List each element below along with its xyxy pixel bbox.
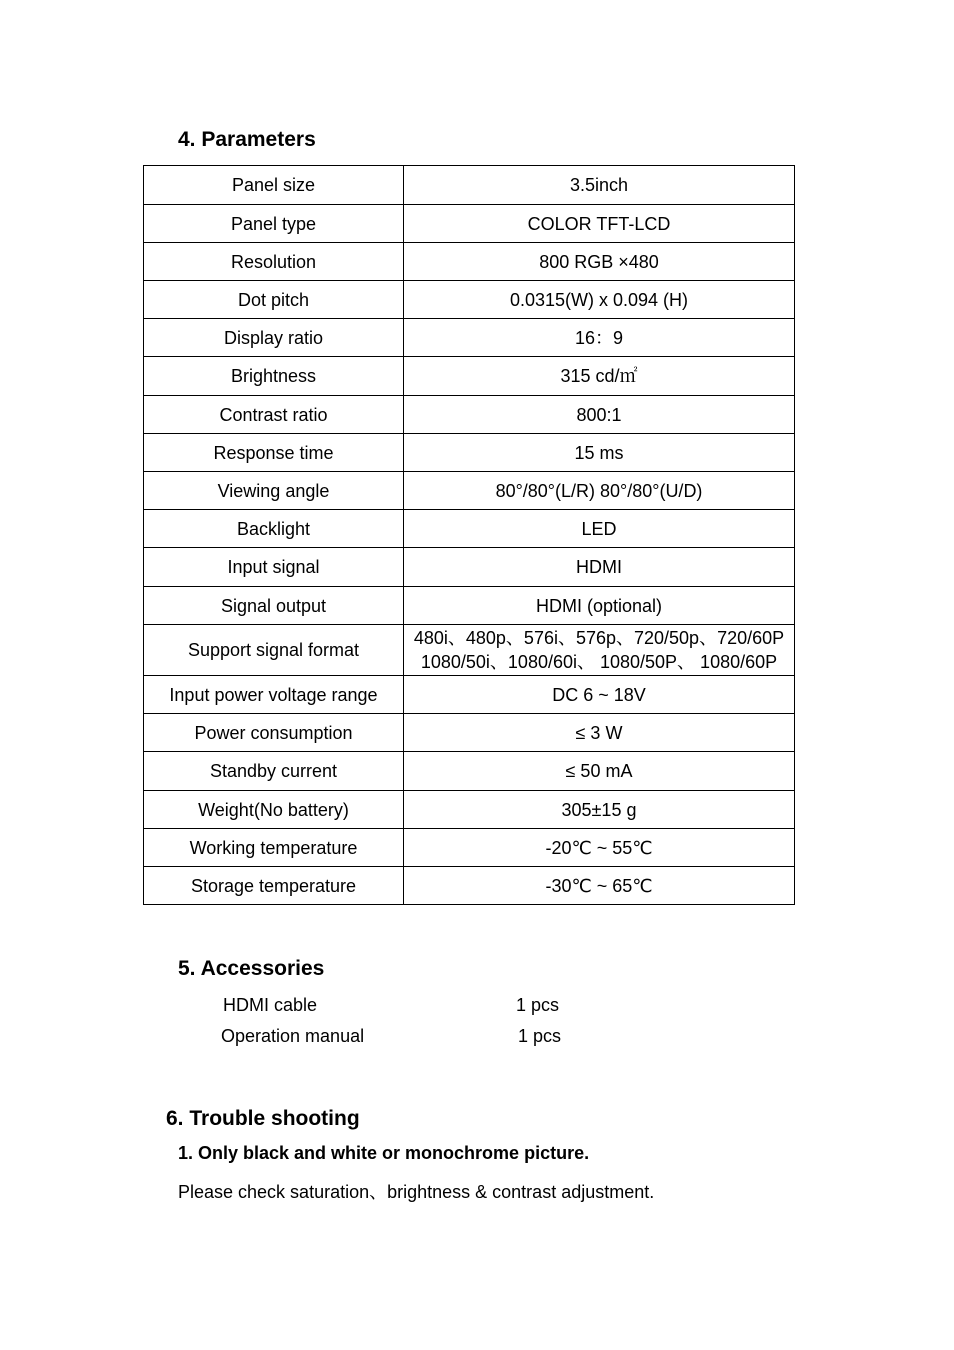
param-value [404, 548, 795, 587]
param-value-line: 16：9 [574, 327, 624, 348]
param-value-line: 15 ms [574, 442, 624, 463]
param-value [404, 281, 795, 319]
param-value-line: 3.5inch [569, 175, 629, 195]
section-heading-trouble-shooting: 6. Trouble shooting [166, 1107, 360, 1130]
param-label: Panel type [144, 205, 404, 243]
param-value-line: 315 cd/㎡ [560, 366, 638, 386]
table-row [144, 714, 795, 752]
param-value-line: 0.0315(W) x 0.094 (H) [509, 289, 689, 310]
accessory-quantity: 1 pcs [518, 1026, 562, 1046]
accessory-quantity: 1 pcs [516, 995, 560, 1015]
param-value [404, 472, 795, 510]
param-value-line: HDMI [576, 557, 622, 577]
param-value-line: -30℃ ~ 65℃ [545, 875, 653, 896]
accessory-name: Operation manual [221, 1026, 365, 1046]
param-value [404, 791, 795, 829]
table-row [144, 166, 795, 205]
table-row [144, 791, 795, 829]
param-value [404, 396, 795, 434]
param-label: Resolution [144, 243, 404, 281]
table-row [144, 319, 795, 357]
param-value [404, 319, 795, 357]
param-value-line: ≤ 50 mA [565, 761, 633, 781]
param-label: Contrast ratio [144, 396, 404, 434]
table-row [144, 472, 795, 510]
table-row [144, 676, 795, 714]
param-label: Working temperature [144, 829, 404, 867]
table-row [144, 205, 795, 243]
param-value-line: 80°/80°(L/R) 80°/80°(U/D) [495, 480, 703, 501]
param-value-line: ≤ 3 W [575, 722, 623, 743]
param-label: Support signal format [144, 625, 404, 676]
section-heading-accessories: 5. Accessories [178, 957, 325, 980]
param-value [404, 676, 795, 714]
param-value-line: 480i、480p、576i、576p、720/50p、720/60P [413, 628, 785, 648]
param-value-line: 800:1 [576, 404, 622, 425]
param-value [404, 625, 795, 676]
param-value [404, 205, 795, 243]
table-row [144, 396, 795, 434]
table-row [144, 510, 795, 548]
param-label: Input signal [144, 548, 404, 587]
param-value [404, 867, 795, 905]
param-value [404, 752, 795, 791]
param-value-line: COLOR TFT-LCD [527, 213, 671, 234]
table-row [144, 243, 795, 281]
param-label: Viewing angle [144, 472, 404, 510]
param-label: Display ratio [144, 319, 404, 357]
table-row [144, 587, 795, 625]
param-value-line: LED [581, 518, 617, 539]
param-label: Standby current [144, 752, 404, 791]
table-row [144, 434, 795, 472]
table-row [144, 867, 795, 905]
param-value-line: 800 RGB ×480 [539, 251, 659, 272]
table-row [144, 829, 795, 867]
param-value [404, 166, 795, 205]
param-value-line: DC 6 ~ 18V [552, 684, 646, 705]
param-value [404, 510, 795, 548]
param-label: Response time [144, 434, 404, 472]
table-row [144, 752, 795, 791]
table-row [144, 548, 795, 587]
trouble-item-title: 1. Only black and white or monochrome picture. [178, 1143, 590, 1163]
param-value [404, 829, 795, 867]
accessory-name: HDMI cable [223, 995, 318, 1015]
param-label: Weight(No battery) [144, 791, 404, 829]
param-label: Storage temperature [144, 867, 404, 905]
param-value-line: -20℃ ~ 55℃ [545, 837, 653, 858]
parameters-table [143, 165, 795, 905]
param-value-line: 305±15 g [561, 799, 637, 820]
param-label: Brightness [144, 357, 404, 396]
param-label: Power consumption [144, 714, 404, 752]
param-value-line: 1080/50i、1080/60i、 1080/50P、 1080/60P [420, 652, 778, 672]
section-heading-parameters: 4. Parameters [178, 128, 316, 151]
param-value [404, 243, 795, 281]
param-label: Signal output [144, 587, 404, 625]
table-row [144, 281, 795, 319]
param-value [404, 434, 795, 472]
param-label: Panel size [144, 166, 404, 205]
param-label: Backlight [144, 510, 404, 548]
param-label: Input power voltage range [144, 676, 404, 714]
trouble-item-text: Please check saturation、brightness & contrast adjustment. [178, 1182, 655, 1202]
param-value-line: HDMI (optional) [535, 595, 663, 616]
table-row [144, 625, 795, 676]
param-value [404, 587, 795, 625]
param-label: Dot pitch [144, 281, 404, 319]
param-value [404, 357, 795, 396]
table-row [144, 357, 795, 396]
param-value [404, 714, 795, 752]
